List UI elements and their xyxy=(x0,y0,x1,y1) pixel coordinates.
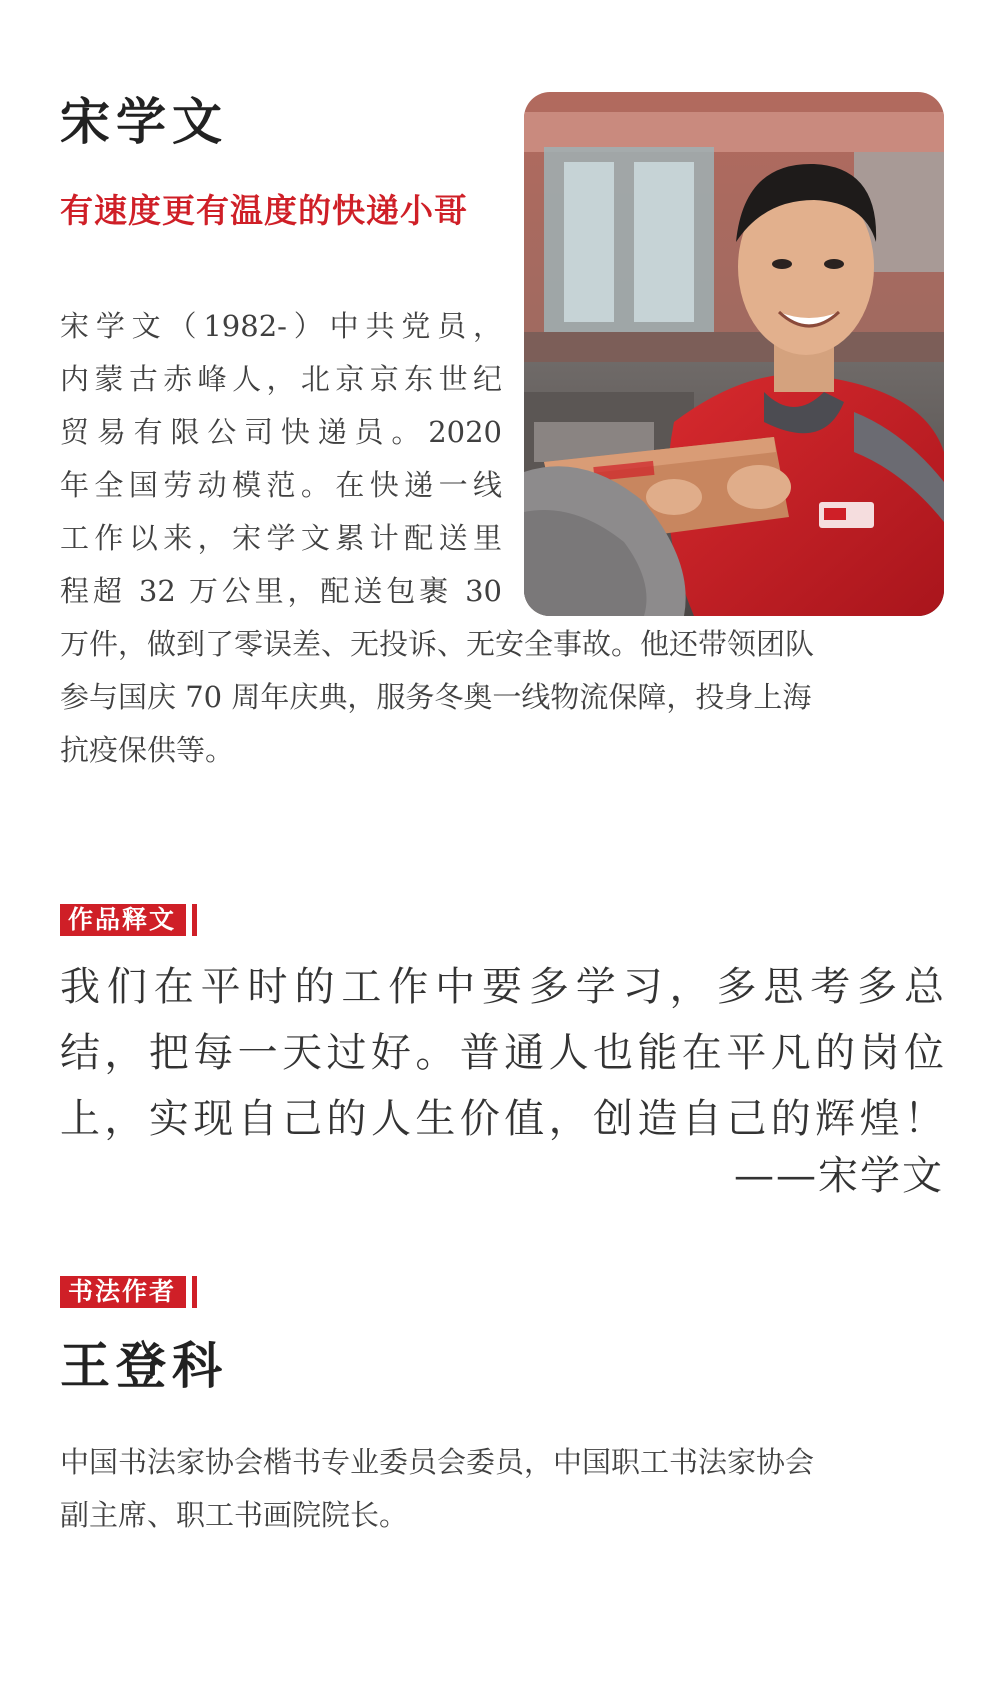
bio-line: 程超 32 万公里，配送包裹 30 xyxy=(60,574,502,608)
work-section-label-text: 作品释文 xyxy=(60,904,186,936)
quote-line: 我们在平时的工作中要多学习，多思考多总 xyxy=(60,964,944,1010)
bio-line: 贸易有限公司快递员。2020 xyxy=(60,415,502,449)
bio-line: 参与国庆 70 周年庆典，服务冬奥一线物流保障，投身上海 xyxy=(60,680,812,714)
label-bar-divider xyxy=(192,904,197,936)
person-bio xyxy=(60,300,946,777)
artist-bio-line: 副主席、职工书画院院长。 xyxy=(60,1498,409,1532)
quote-line: 结，把每一天过好。普通人也能在平凡的岗位 xyxy=(60,1030,944,1076)
artist-bio xyxy=(60,1436,946,1542)
artist-name-heading: 王登科 xyxy=(60,1337,228,1395)
bio-line: 宋学文（1982-）中共党员， xyxy=(60,309,502,343)
bio-line: 抗疫保供等。 xyxy=(60,733,235,767)
quote-signature: ——宋学文 xyxy=(734,1153,944,1199)
bio-line: 万件，做到了零误差、无投诉、无安全事故。他还带领团队 xyxy=(60,627,815,661)
artist-bio-line: 中国书法家协会楷书专业委员会委员，中国职工书法家协会 xyxy=(60,1445,815,1479)
calligraphy-quote xyxy=(60,954,944,1152)
work-section-label xyxy=(60,904,197,936)
artist-section-label xyxy=(60,1276,197,1308)
artist-section-label-text: 书法作者 xyxy=(60,1276,186,1308)
quote-line: 上，实现自己的人生价值，创造自己的辉煌！ xyxy=(60,1096,944,1142)
person-name-heading: 宋学文 xyxy=(60,93,228,151)
bio-line: 工作以来，宋学文累计配送里 xyxy=(60,521,502,555)
label-bar-divider xyxy=(192,1276,197,1308)
bio-line: 内蒙古赤峰人，北京京东世纪 xyxy=(60,362,502,396)
bio-line: 年全国劳动模范。在快递一线 xyxy=(60,468,502,502)
person-subtitle: 有速度更有温度的快递小哥 xyxy=(60,191,468,230)
